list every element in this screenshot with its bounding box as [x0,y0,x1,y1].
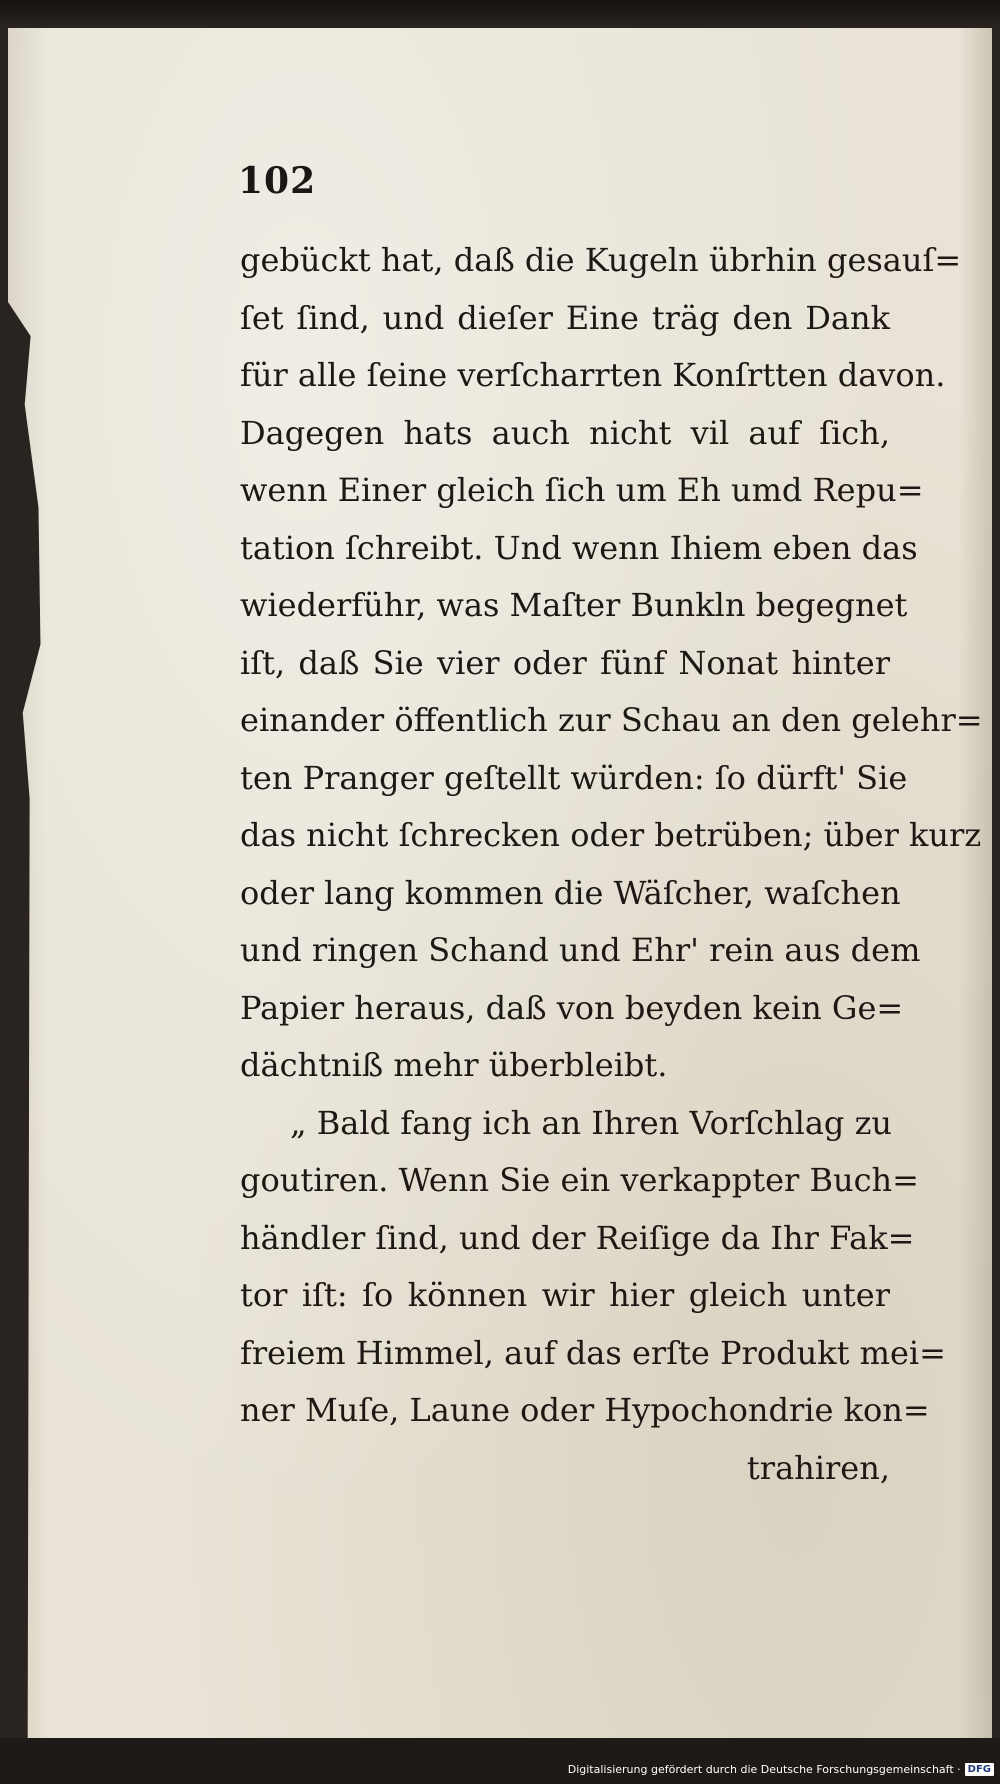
dfg-logo: DFG [965,1763,994,1776]
text-line: tor iſt: ſo können wir hier gleich unter [240,1276,890,1314]
text-line: iſt, daß Sie vier oder fünf Nonat hinter [240,643,890,682]
text-line: händler ſind, und der Reiſige da Ihr Fak= [240,1218,915,1257]
body-text [240,232,983,1497]
text-line: wenn Einer gleich ſich um Eh umd Repu= [240,471,924,509]
text-line: wiederführ, was Maſter Bunkln begegnet [240,586,908,624]
scan-bottom-border [0,1738,1000,1784]
text-line: freiem Himmel, auf das erſte Produkt mei= [240,1333,946,1372]
text-line: Papier heraus, daß von beyden kein Ge= [240,988,904,1027]
text-line: dächtniß mehr überbleibt. [240,1046,668,1084]
text-line: gebückt hat, daß die Kugeln übrhin gesauſ= [240,241,962,279]
scan-top-border [0,0,1000,30]
page-number: 102 [238,160,317,202]
text-line: ner Muſe, Laune oder Hypochondrie kon= [240,1391,930,1429]
text-line: das nicht ſchrecken oder betrüben; über kurz [240,816,982,854]
text-line: ſet ſind, und dieſer Eine träg den Dank [240,298,890,337]
text-line: einander öffentlich zur Schau an den gelehr= [240,701,983,739]
text-line: für alle ſeine verſcharrten Konſrtten davon. [240,356,946,394]
digitization-credit [568,1763,994,1776]
text-line: und ringen Schand und Ehr' rein aus dem [240,931,921,969]
text-line: ten Pranger geſtellt würden: ſo dürft' Sie [240,758,908,797]
text-line: oder lang kommen die Wäſcher, waſchen [240,873,901,912]
catchword: trahiren, [746,1448,890,1487]
text-line: tation ſchreibt. Und wenn Ihiem eben das [240,528,918,567]
text-line: Dagegen hats auch nicht vil auf ſich, [240,413,890,452]
credit-text: Digitalisierung gefördert durch die Deutsche Forschungsgemeinschaft · [567,1763,961,1776]
text-line: goutiren. Wenn Sie ein verkappter Buch= [240,1161,919,1199]
text-line: „ Bald fang ich an Ihren Vorſchlag zu [290,1103,893,1142]
